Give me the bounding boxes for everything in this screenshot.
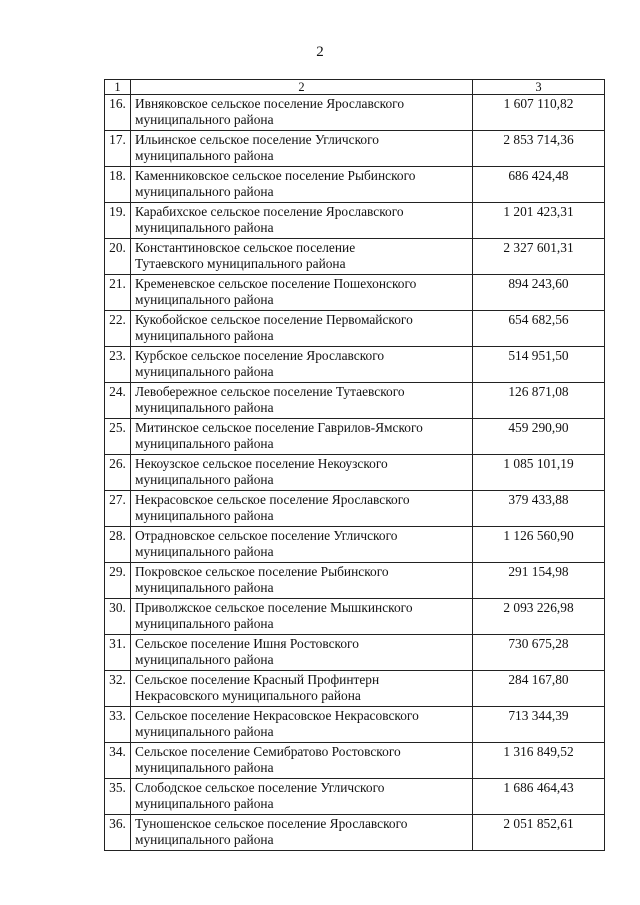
settlement-name-line-1: Кременевское сельское поселение Пошехонского xyxy=(135,276,417,291)
row-number: 27. xyxy=(105,491,131,527)
amount-value: 686 424,48 xyxy=(473,167,605,203)
table-row xyxy=(105,203,605,239)
settlement-name-line-2: муниципального района xyxy=(135,796,274,811)
settlement-name-line-1: Каменниковское сельское поселение Рыбинского xyxy=(135,168,416,183)
settlement-name-line-2: муниципального района xyxy=(135,724,274,739)
settlement-name-line-1: Константиновское сельское поселение xyxy=(135,240,356,255)
table-row xyxy=(105,383,605,419)
settlement-name xyxy=(131,131,473,167)
table-body xyxy=(105,95,605,851)
table-row xyxy=(105,671,605,707)
settlement-name xyxy=(131,239,473,275)
table-row xyxy=(105,779,605,815)
row-number: 32. xyxy=(105,671,131,707)
settlements-table xyxy=(104,79,605,851)
row-number: 35. xyxy=(105,779,131,815)
amount-value: 379 433,88 xyxy=(473,491,605,527)
settlement-name xyxy=(131,743,473,779)
table-row xyxy=(105,275,605,311)
row-number: 33. xyxy=(105,707,131,743)
amount-value: 459 290,90 xyxy=(473,419,605,455)
row-number: 25. xyxy=(105,419,131,455)
settlement-name xyxy=(131,95,473,131)
row-number: 34. xyxy=(105,743,131,779)
settlement-name-line-2: муниципального района xyxy=(135,292,274,307)
settlement-name xyxy=(131,779,473,815)
settlement-name-line-2: муниципального района xyxy=(135,508,274,523)
table-row xyxy=(105,599,605,635)
settlement-name-line-1: Карабихское сельское поселение Ярославского xyxy=(135,204,404,219)
row-number: 29. xyxy=(105,563,131,599)
amount-value: 291 154,98 xyxy=(473,563,605,599)
row-number: 20. xyxy=(105,239,131,275)
row-number: 24. xyxy=(105,383,131,419)
table-row xyxy=(105,743,605,779)
amount-value: 1 201 423,31 xyxy=(473,203,605,239)
amount-value: 126 871,08 xyxy=(473,383,605,419)
settlement-name xyxy=(131,347,473,383)
settlement-name-line-2: Тутаевского муниципального района xyxy=(135,256,346,271)
settlement-name-line-1: Сельское поселение Семибратово Ростовского xyxy=(135,744,401,759)
settlement-name-line-2: муниципального района xyxy=(135,364,274,379)
row-number: 23. xyxy=(105,347,131,383)
table-row xyxy=(105,815,605,851)
settlement-name-line-2: муниципального района xyxy=(135,400,274,415)
amount-value: 713 344,39 xyxy=(473,707,605,743)
column-header-number: 1 xyxy=(105,80,131,95)
settlement-name-line-1: Курбское сельское поселение Ярославского xyxy=(135,348,385,363)
settlement-name-line-2: муниципального района xyxy=(135,580,274,595)
table-row xyxy=(105,527,605,563)
amount-value: 2 051 852,61 xyxy=(473,815,605,851)
settlement-name xyxy=(131,527,473,563)
table-row xyxy=(105,635,605,671)
table-row xyxy=(105,347,605,383)
settlement-name-line-1: Приволжское сельское поселение Мышкинского xyxy=(135,600,413,615)
row-number: 31. xyxy=(105,635,131,671)
amount-value: 1 686 464,43 xyxy=(473,779,605,815)
settlement-name xyxy=(131,815,473,851)
amount-value: 730 675,28 xyxy=(473,635,605,671)
amount-value: 1 085 101,19 xyxy=(473,455,605,491)
settlement-name xyxy=(131,311,473,347)
amount-value: 1 607 110,82 xyxy=(473,95,605,131)
settlement-name-line-1: Туношенское сельское поселение Ярославского xyxy=(135,816,408,831)
settlement-name-line-2: муниципального района xyxy=(135,832,274,847)
amount-value: 2 853 714,36 xyxy=(473,131,605,167)
amount-value: 1 316 849,52 xyxy=(473,743,605,779)
settlement-name xyxy=(131,203,473,239)
settlement-name xyxy=(131,383,473,419)
settlement-name-line-1: Сельское поселение Ишня Ростовского xyxy=(135,636,359,651)
settlement-name xyxy=(131,455,473,491)
settlement-name xyxy=(131,419,473,455)
settlement-name-line-2: Некрасовского муниципального района xyxy=(135,688,361,703)
settlement-name-line-2: муниципального района xyxy=(135,436,274,451)
column-header-name: 2 xyxy=(131,80,473,95)
table-row xyxy=(105,707,605,743)
table-row xyxy=(105,95,605,131)
amount-value: 284 167,80 xyxy=(473,671,605,707)
settlement-name-line-2: муниципального района xyxy=(135,220,274,235)
settlement-name xyxy=(131,707,473,743)
settlement-name-line-1: Сельское поселение Красный Профинтерн xyxy=(135,672,380,687)
settlement-name-line-2: муниципального района xyxy=(135,652,274,667)
settlement-name-line-2: муниципального района xyxy=(135,112,274,127)
page-number: 2 xyxy=(316,44,324,60)
settlement-name-line-2: муниципального района xyxy=(135,148,274,163)
settlement-name-line-1: Митинское сельское поселение Гаврилов-Ямского xyxy=(135,420,423,435)
settlement-name-line-1: Отрадновское сельское поселение Угличского xyxy=(135,528,398,543)
amount-value: 514 951,50 xyxy=(473,347,605,383)
settlement-name-line-2: муниципального района xyxy=(135,544,274,559)
row-number: 30. xyxy=(105,599,131,635)
settlement-name-line-2: муниципального района xyxy=(135,184,274,199)
settlement-name-line-1: Некоузское сельское поселение Некоузского xyxy=(135,456,388,471)
settlement-name-line-1: Ильинское сельское поселение Угличского xyxy=(135,132,379,147)
settlement-name-line-2: муниципального района xyxy=(135,760,274,775)
settlement-name-line-2: муниципального района xyxy=(135,472,274,487)
settlement-name-line-1: Кукобойское сельское поселение Первомайского xyxy=(135,312,413,327)
table-row xyxy=(105,167,605,203)
settlement-name-line-1: Слободское сельское поселение Угличского xyxy=(135,780,385,795)
settlement-name-line-1: Некрасовское сельское поселение Ярославского xyxy=(135,492,410,507)
table-row xyxy=(105,311,605,347)
column-header-value: 3 xyxy=(473,80,605,95)
amount-value: 1 126 560,90 xyxy=(473,527,605,563)
row-number: 22. xyxy=(105,311,131,347)
settlement-name-line-1: Левобережное сельское поселение Тутаевского xyxy=(135,384,405,399)
settlement-name-line-1: Сельское поселение Некрасовское Некрасовского xyxy=(135,708,419,723)
table-row xyxy=(105,239,605,275)
row-number: 26. xyxy=(105,455,131,491)
row-number: 17. xyxy=(105,131,131,167)
table-row xyxy=(105,563,605,599)
row-number: 28. xyxy=(105,527,131,563)
row-number: 16. xyxy=(105,95,131,131)
table-row xyxy=(105,419,605,455)
amount-value: 2 327 601,31 xyxy=(473,239,605,275)
settlement-name xyxy=(131,563,473,599)
table-header-row xyxy=(105,80,605,95)
settlement-name xyxy=(131,671,473,707)
settlement-name xyxy=(131,635,473,671)
settlement-name-line-1: Ивняковское сельское поселение Ярославского xyxy=(135,96,405,111)
settlement-name-line-2: муниципального района xyxy=(135,328,274,343)
settlement-name xyxy=(131,491,473,527)
table-row xyxy=(105,491,605,527)
settlement-name xyxy=(131,599,473,635)
row-number: 21. xyxy=(105,275,131,311)
settlement-name xyxy=(131,167,473,203)
table-row xyxy=(105,455,605,491)
amount-value: 894 243,60 xyxy=(473,275,605,311)
row-number: 36. xyxy=(105,815,131,851)
settlement-name-line-2: муниципального района xyxy=(135,616,274,631)
row-number: 18. xyxy=(105,167,131,203)
table-row xyxy=(105,131,605,167)
amount-value: 2 093 226,98 xyxy=(473,599,605,635)
settlement-name xyxy=(131,275,473,311)
row-number: 19. xyxy=(105,203,131,239)
settlement-name-line-1: Покровское сельское поселение Рыбинского xyxy=(135,564,389,579)
amount-value: 654 682,56 xyxy=(473,311,605,347)
